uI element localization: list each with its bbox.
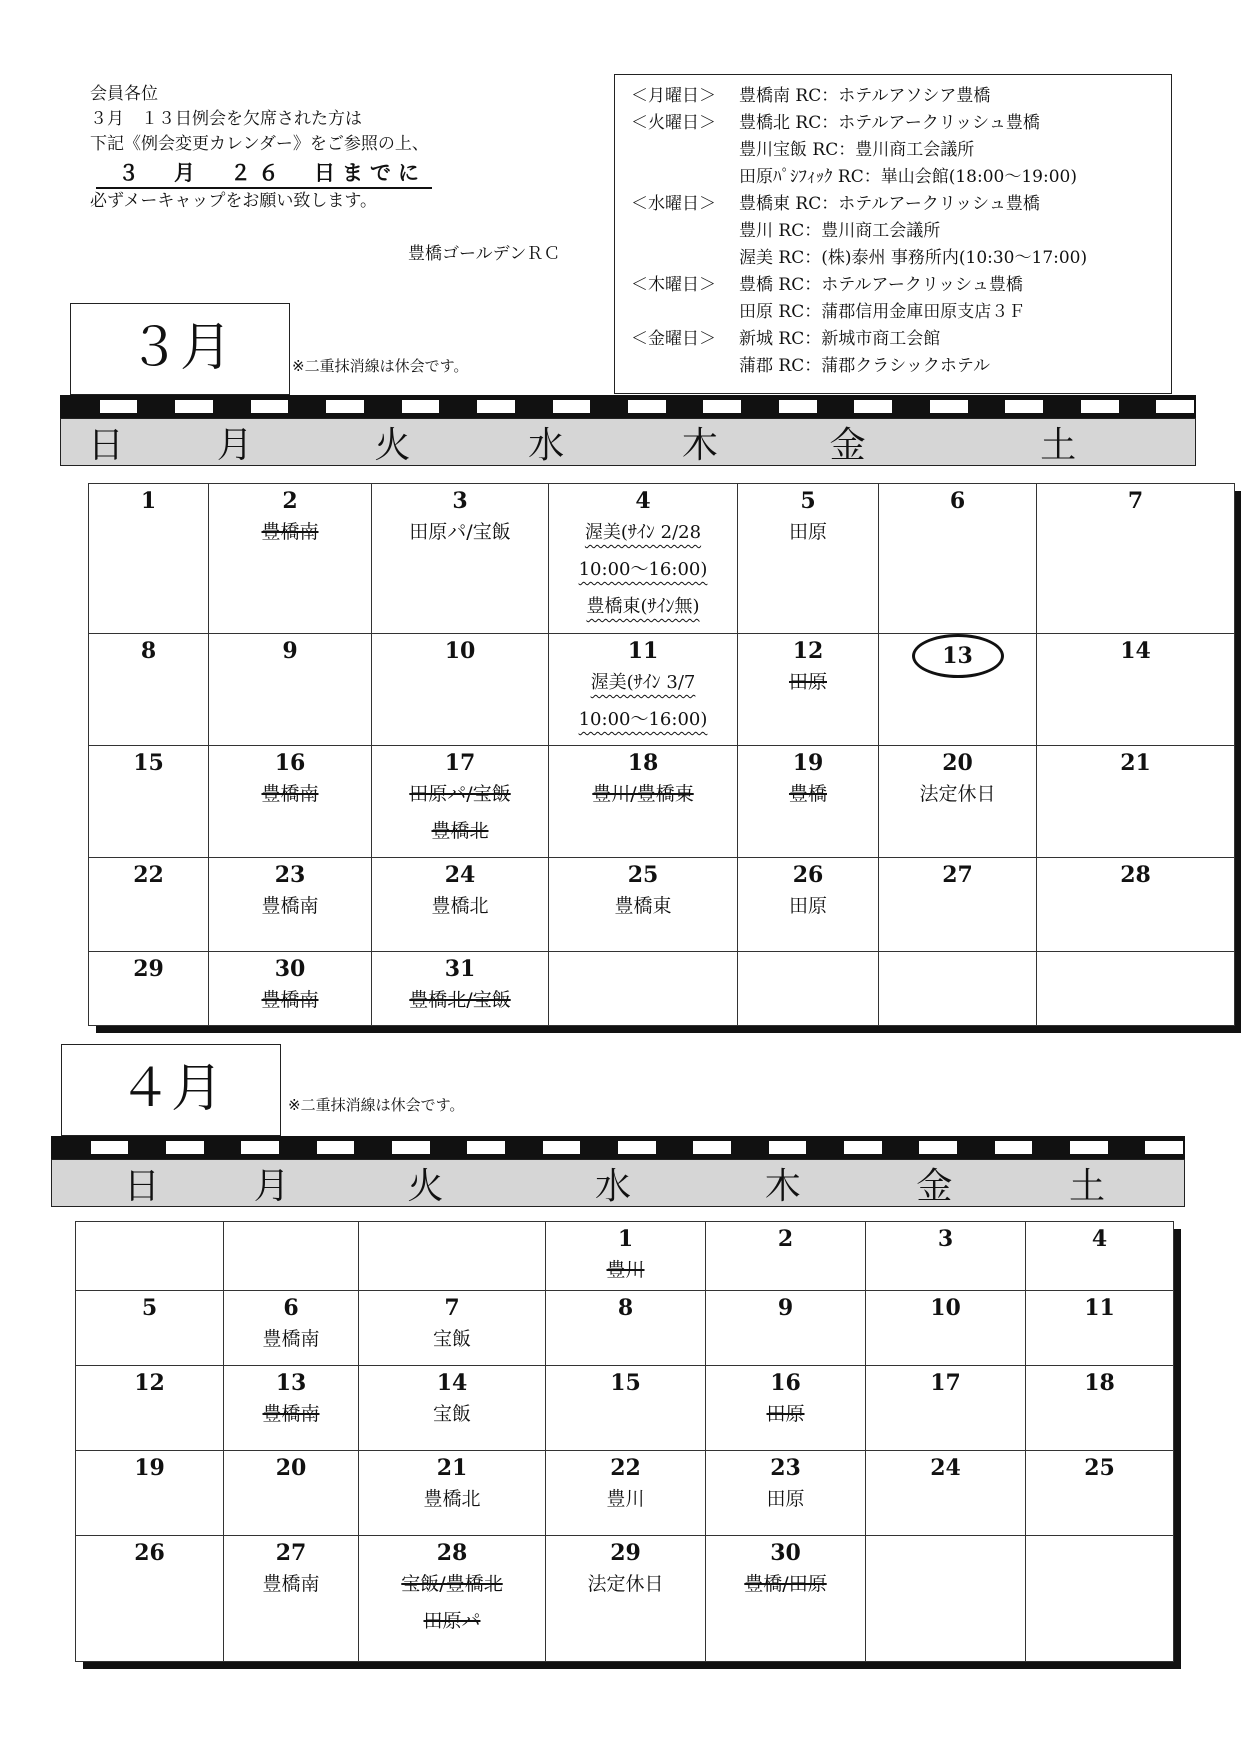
club-day [631, 245, 739, 272]
week-row [89, 634, 1235, 746]
weekday-label: 金 [829, 424, 866, 466]
day-cell [879, 858, 1037, 952]
day-cell [224, 1222, 359, 1291]
day-cell [549, 952, 738, 1026]
day-number: 8 [617, 1295, 634, 1321]
day-number: 21 [436, 1455, 468, 1481]
intro-line: 下記《例会変更カレンダー》をご参照の上、 [90, 134, 429, 154]
day-cell [224, 1536, 359, 1662]
week-row [76, 1451, 1174, 1536]
weekday-label: 水 [595, 1165, 632, 1207]
day-cell [359, 1222, 546, 1291]
deadline: ３ 月 ２６ 日までに [96, 159, 432, 189]
day-number: 22 [610, 1455, 641, 1481]
cancelled-meeting: 宝飯/豊橋北 [401, 1573, 503, 1595]
day-cell [738, 858, 879, 952]
meeting-entry: 豊橋南 [262, 1573, 320, 1595]
day-cell [359, 1451, 546, 1536]
club-row [631, 191, 1171, 218]
cancelled-meeting: 豊川/豊橋東 [592, 783, 694, 805]
day-cell [879, 634, 1037, 746]
day-number: 26 [134, 1540, 165, 1566]
meeting-entry: 宝飯 [432, 1403, 471, 1425]
day-number: 20 [275, 1455, 307, 1481]
day-cell [738, 952, 879, 1026]
club-meeting-list [614, 74, 1172, 394]
weekday-header [60, 418, 1196, 466]
day-cell [89, 484, 209, 634]
day-number: 24 [444, 862, 476, 888]
club-day [631, 164, 739, 191]
club-day [631, 137, 739, 164]
meeting-entry: 宝飯 [432, 1328, 471, 1350]
day-cell [89, 634, 209, 746]
weekday-label: 火 [374, 424, 411, 466]
day-cell [76, 1366, 224, 1451]
intro-line: 会員各位 [90, 84, 158, 104]
weekday-header [51, 1159, 1185, 1207]
day-cell [879, 952, 1037, 1026]
day-number: 23 [274, 862, 306, 888]
day-cell [706, 1536, 866, 1662]
april-note: ※二重抹消線は休会です。 [288, 1096, 465, 1114]
day-cell [1026, 1291, 1174, 1366]
march-note: ※二重抹消線は休会です。 [292, 357, 469, 375]
cancelled-meeting: 豊橋北 [431, 820, 489, 842]
club-info: 田原 RC：蒲郡信用金庫田原支店３Ｆ [739, 302, 1026, 322]
week-row [76, 1222, 1174, 1291]
day-cell [209, 858, 372, 952]
meeting-entry: 田原 [788, 895, 827, 917]
day-cell [549, 746, 738, 858]
day-cell [706, 1222, 866, 1291]
day-number: 15 [610, 1370, 641, 1396]
day-cell [1037, 952, 1235, 1026]
weekday-label: 土 [1069, 1165, 1106, 1207]
weekday-label: 水 [528, 424, 565, 466]
club-day [631, 299, 739, 326]
club-day: ＜金曜日＞ [631, 329, 716, 349]
request-line: 必ずメーキャップをお願い致します。 [90, 191, 377, 211]
day-cell [1026, 1366, 1174, 1451]
day-number: 28 [436, 1540, 468, 1566]
cancelled-meeting: 田原 [788, 671, 827, 693]
club-day [631, 353, 739, 380]
week-row [89, 858, 1235, 952]
day-cell [549, 484, 738, 634]
day-cell [1037, 634, 1235, 746]
day-number: 4 [635, 488, 651, 514]
day-cell [209, 634, 372, 746]
weekday-label: 金 [916, 1165, 953, 1207]
day-number: 16 [770, 1370, 801, 1396]
day-number: 11 [1084, 1295, 1115, 1321]
day-number: 6 [283, 1295, 299, 1321]
club-row [631, 326, 1171, 353]
day-number: 16 [274, 750, 306, 776]
day-cell [706, 1291, 866, 1366]
day-cell [372, 952, 549, 1026]
day-cell [879, 484, 1037, 634]
day-number: 2 [777, 1226, 794, 1252]
day-cell [1037, 484, 1235, 634]
day-number: 27 [942, 862, 973, 888]
cancelled-meeting: 豊橋南 [262, 1403, 320, 1425]
meeting-entry: 渥美(ｻｲﾝ 3/7 [590, 672, 696, 693]
day-cell [209, 952, 372, 1026]
day-number: 30 [770, 1540, 801, 1566]
day-cell [224, 1291, 359, 1366]
day-cell [866, 1366, 1026, 1451]
weekday-label: 月 [216, 424, 253, 466]
day-number: 9 [777, 1295, 794, 1321]
day-cell [224, 1366, 359, 1451]
meeting-entry: 豊橋北 [423, 1488, 481, 1510]
day-cell [89, 858, 209, 952]
cancelled-meeting: 田原 [766, 1403, 805, 1425]
day-cell [1026, 1536, 1174, 1662]
march-title: ３月 [70, 303, 290, 395]
circled-day-number: 13 [912, 634, 1004, 678]
day-number: 12 [792, 638, 824, 664]
day-number: 1 [617, 1226, 634, 1252]
week-row [76, 1366, 1174, 1451]
weekday-label: 火 [407, 1165, 444, 1207]
day-cell [224, 1451, 359, 1536]
day-number: 21 [1120, 750, 1151, 776]
club-info: 渥美 RC：(株)泰州 事務所内(10:30～17:00) [739, 248, 1088, 268]
calendar-grid [75, 1221, 1174, 1662]
day-cell [866, 1451, 1026, 1536]
meeting-entry: 豊橋南 [261, 895, 319, 917]
club-info: 豊橋南 RC：ホテルアソシア豊橋 [739, 86, 991, 106]
day-number: 24 [930, 1455, 961, 1481]
day-number: 3 [452, 488, 468, 514]
day-number: 14 [1120, 638, 1151, 664]
day-cell [1037, 746, 1235, 858]
cancelled-meeting: 豊橋南 [261, 521, 319, 543]
day-cell [546, 1366, 706, 1451]
week-row [76, 1536, 1174, 1662]
club-row [631, 353, 1171, 380]
day-cell [546, 1451, 706, 1536]
day-number: 6 [949, 488, 966, 514]
club-info: 豊川 RC：豊川商工会議所 [739, 221, 941, 241]
day-number: 15 [133, 750, 164, 776]
day-cell [209, 484, 372, 634]
meeting-entry: 豊橋北 [431, 895, 489, 917]
day-cell [1037, 858, 1235, 952]
day-cell [866, 1222, 1026, 1291]
weekday-label: 日 [87, 424, 124, 466]
club-row [631, 218, 1171, 245]
day-cell [879, 746, 1037, 858]
club-day: ＜水曜日＞ [631, 194, 716, 214]
day-cell [706, 1451, 866, 1536]
meeting-entry: 法定休日 [919, 783, 996, 805]
day-number: 10 [930, 1295, 961, 1321]
day-cell [1026, 1222, 1174, 1291]
day-cell [76, 1451, 224, 1536]
day-number: 2 [282, 488, 298, 514]
cancelled-meeting: 豊川 [606, 1259, 645, 1281]
day-number: 7 [1127, 488, 1144, 514]
club-signature: 豊橋ゴールデンＲＣ [408, 244, 561, 264]
club-row [631, 245, 1171, 272]
intro-notice [90, 82, 561, 264]
club-row [631, 299, 1171, 326]
meeting-entry: 10:00～16:00) [578, 559, 708, 580]
day-number: 7 [444, 1295, 460, 1321]
weekday-label: 日 [123, 1165, 160, 1207]
club-day: ＜火曜日＞ [631, 113, 716, 133]
day-number: 12 [134, 1370, 165, 1396]
day-number: 23 [770, 1455, 801, 1481]
club-info: 豊川宝飯 RC：豊川商工会議所 [739, 140, 975, 160]
day-number: 14 [436, 1370, 468, 1396]
club-day: ＜月曜日＞ [631, 86, 716, 106]
day-cell [76, 1222, 224, 1291]
club-info: 蒲郡 RC：蒲郡クラシックホテル [739, 356, 991, 376]
day-cell [209, 746, 372, 858]
day-number: 25 [1084, 1455, 1115, 1481]
day-number: 20 [942, 750, 973, 776]
weekday-label: 土 [1040, 424, 1077, 466]
weekday-label: 木 [764, 1165, 801, 1207]
club-row [631, 110, 1171, 137]
club-info: 田原ﾊﾟｼﾌｨｯｸ RC：崋山会館(18:00～19:00) [739, 167, 1077, 187]
meeting-entry: 豊川 [606, 1488, 645, 1510]
meeting-entry: 豊橋東(ｻｲﾝ無) [586, 596, 700, 617]
club-day: ＜木曜日＞ [631, 275, 716, 295]
day-cell [372, 484, 549, 634]
day-number: 18 [1084, 1370, 1115, 1396]
day-number: 18 [627, 750, 659, 776]
day-number: 29 [133, 956, 164, 982]
cancelled-meeting: 豊橋/田原 [744, 1573, 827, 1595]
day-cell [359, 1536, 546, 1662]
day-number: 8 [140, 638, 157, 664]
day-number: 17 [444, 750, 476, 776]
meeting-entry: 田原パ/宝飯 [409, 521, 511, 543]
day-number: 28 [1120, 862, 1151, 888]
day-cell [372, 746, 549, 858]
week-row [89, 746, 1235, 858]
week-row [89, 484, 1235, 634]
meeting-entry: 渥美(ｻｲﾝ 2/28 [584, 522, 702, 543]
day-cell [89, 952, 209, 1026]
day-number: 3 [937, 1226, 954, 1252]
meeting-entry: 豊橋南 [262, 1328, 320, 1350]
day-cell [706, 1366, 866, 1451]
club-row [631, 137, 1171, 164]
day-number: 1 [140, 488, 157, 514]
club-info: 新城 RC：新城市商工会館 [739, 329, 941, 349]
week-row [76, 1291, 1174, 1366]
checker-band [60, 395, 1196, 418]
day-number: 30 [274, 956, 306, 982]
day-cell [89, 746, 209, 858]
cancelled-meeting: 田原パ [423, 1610, 481, 1632]
meeting-entry: 田原 [788, 521, 827, 543]
cancelled-meeting: 豊橋 [788, 783, 827, 805]
club-row [631, 164, 1171, 191]
day-number: 22 [133, 862, 164, 888]
meeting-entry: 田原 [766, 1488, 805, 1510]
cancelled-meeting: 豊橋南 [261, 783, 319, 805]
day-number: 27 [275, 1540, 307, 1566]
cancelled-meeting: 田原パ/宝飯 [409, 783, 511, 805]
club-row [631, 83, 1171, 110]
cancelled-meeting: 豊橋南 [261, 989, 319, 1011]
day-cell [546, 1291, 706, 1366]
day-cell [372, 858, 549, 952]
day-number: 10 [444, 638, 476, 664]
day-number: 19 [792, 750, 824, 776]
april-title: ４月 [61, 1044, 281, 1136]
day-number: 9 [282, 638, 298, 664]
day-cell [1026, 1451, 1174, 1536]
day-cell [546, 1536, 706, 1662]
week-row [89, 952, 1235, 1026]
day-number: 29 [610, 1540, 641, 1566]
day-cell [866, 1536, 1026, 1662]
day-cell [372, 634, 549, 746]
meeting-entry: 10:00～16:00) [578, 709, 708, 730]
day-number: 13 [275, 1370, 307, 1396]
day-number: 4 [1091, 1226, 1108, 1252]
checker-band [51, 1136, 1185, 1159]
day-cell [738, 746, 879, 858]
day-cell [546, 1222, 706, 1291]
day-number: 31 [444, 956, 476, 982]
day-number: 5 [141, 1295, 158, 1321]
day-number: 5 [800, 488, 816, 514]
meeting-entry: 法定休日 [587, 1573, 664, 1595]
meeting-entry: 豊橋東 [614, 895, 672, 917]
weekday-label: 月 [253, 1165, 290, 1207]
day-number: 17 [930, 1370, 961, 1396]
day-cell [359, 1366, 546, 1451]
day-cell [76, 1291, 224, 1366]
day-number: 11 [627, 638, 659, 664]
day-number: 26 [792, 862, 824, 888]
weekday-label: 木 [681, 424, 718, 466]
club-info: 豊橋 RC：ホテルアークリッシュ豊橋 [739, 275, 1023, 295]
club-info: 豊橋東 RC：ホテルアークリッシュ豊橋 [739, 194, 1040, 214]
cancelled-meeting: 豊橋北/宝飯 [409, 989, 511, 1011]
day-number: 19 [134, 1455, 165, 1481]
calendar-grid [88, 483, 1235, 1026]
intro-line: ３月 １３日例会を欠席された方は [90, 109, 362, 129]
day-cell [359, 1291, 546, 1366]
day-cell [549, 634, 738, 746]
club-row [631, 272, 1171, 299]
club-day [631, 218, 739, 245]
day-cell [76, 1536, 224, 1662]
day-number: 25 [627, 862, 659, 888]
day-cell [549, 858, 738, 952]
club-info: 豊橋北 RC：ホテルアークリッシュ豊橋 [739, 113, 1040, 133]
day-cell [738, 634, 879, 746]
day-cell [866, 1291, 1026, 1366]
day-cell [738, 484, 879, 634]
